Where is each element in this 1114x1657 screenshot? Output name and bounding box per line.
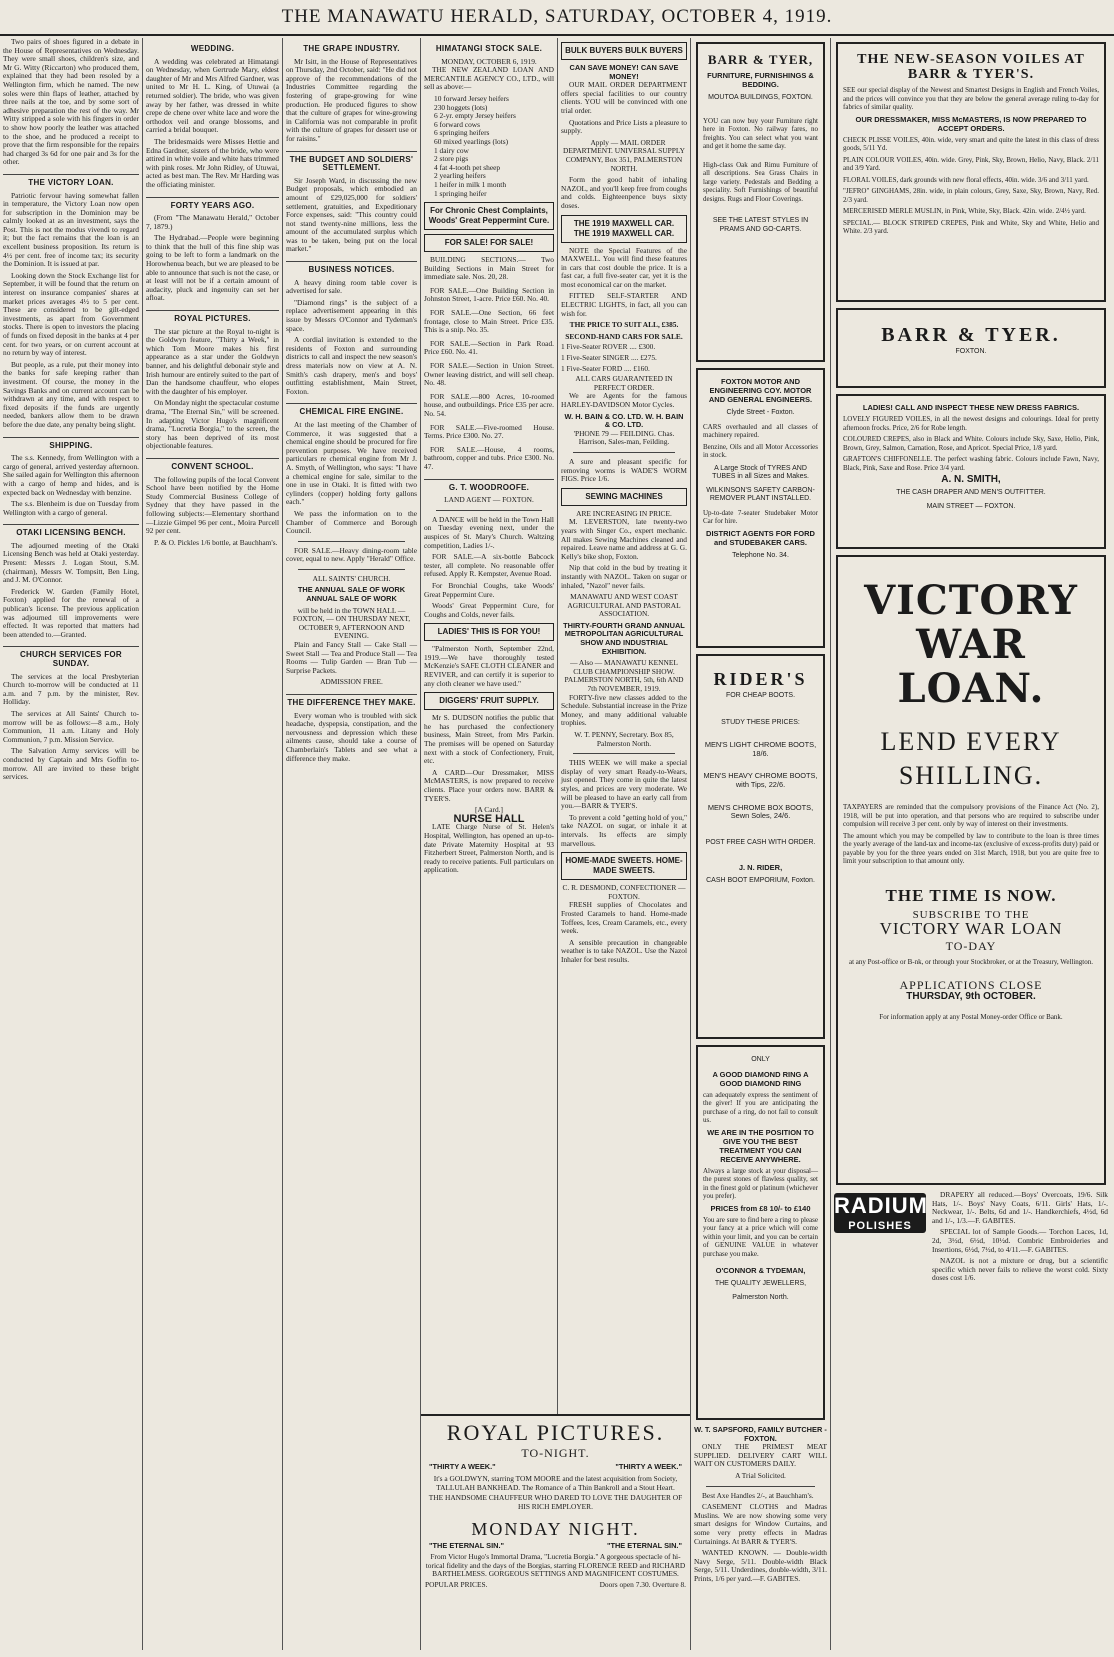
- subscribe-to: SUBSCRIBE TO THE: [912, 908, 1030, 921]
- sweets-header: HOME-MADE SWEETS. HOME-MADE SWEETS.: [561, 852, 687, 880]
- radium-ad: [834, 1191, 926, 1286]
- divider: [298, 541, 405, 542]
- diamond-body: can adequately express the sentiment of the giver! If you are anticipating the purchase of a ring, do not fail to consult us.: [703, 1090, 818, 1125]
- woods-ad: Woods' Great Peppermint Cure, for Coughs and Colds, never fails.: [424, 601, 554, 619]
- foxton-motor-agents: DISTRICT AGENTS FOR FORD and STUDEBAKER CARS.: [706, 528, 815, 547]
- ladies-header: LADIES' THIS IS FOR YOU!: [424, 623, 554, 641]
- sale-of-work-admission: ADMISSION FREE.: [320, 677, 383, 687]
- kennel-text: — Also — MANAWATU KENNEL CLUB CHAMPIONSHIP SHOW.: [570, 658, 678, 676]
- column-7: [831, 38, 1114, 1650]
- film-title: "THIRTY A WEEK.": [615, 1462, 682, 1471]
- show-text: FORTY-five new classes added to the Schedule. Substantial increase in the Prize Money, and many additional valuable trophies.: [561, 692, 687, 728]
- stock-item: 6 forward cows: [434, 119, 480, 129]
- oconnor-name: O'CONNOR & TYDEMAN,: [715, 1266, 806, 1276]
- special-ad: SPECIAL lot of Sample Goods.— Torchon Laces, 1d, 2d, 3½d, 6½d, 10½d. Combric Embroideries and Insertions, 6½d, 7½d, to 4/11.—F. GABITES.: [932, 1227, 1108, 1254]
- casement-ad: CASEMENT CLOTHS and Madras Muslins. We are now showing some very smart designs for Window Curtains, and some very pretty effects in Madras Curtainings. At BARR & TYER'S.: [694, 1502, 827, 1546]
- article-text: The services at the local Presbyterian Church to-morrow will be conducted at 11 a.m. and 7 p.m. by the minister, Rev. Holliday.: [3, 671, 139, 707]
- bulk-buyers-header: BULK BUYERS BULK BUYERS: [561, 42, 687, 60]
- divider: [436, 510, 542, 511]
- riders-post: POST FREE CASH WITH ORDER.: [705, 838, 816, 846]
- sale-item: FOR SALE.—One Building Section in Johnston Street, 1-acre. Price £60. No. 40.: [424, 285, 554, 304]
- column-4: [421, 38, 557, 1038]
- nurse-ad: LATE Charge Nurse of St. Helen's Hospital, Wellington, has opened an up-to-date Private Maternity Hospital at 93 Fitzherbert Street, Palmerston North, and is ready to receive patients. Full particulars on application.: [424, 822, 554, 875]
- divider: [573, 753, 675, 754]
- nip-ad: Nip that cold in the bud by treating it instantly with NAZOL. Taken on sugar or inhaled, "Nazol" never fails.: [561, 563, 687, 590]
- article-text: Mr Isitt, in the House of Representatives on Thursday, 2nd October, said: "He did not approve of the recommendations of the Industries Committee regarding the fostering of grape-growing for wine production. He produced figures to show that the culture of grapes for wine-growing in California was not comparable in profit with the culture of grapes for dessert use or for raisins.": [286, 56, 417, 143]
- article-text: But people, as a rule, put their money into the banks for safe keeping rather than investment. Of course, the money in the Savings Banks and on current account can be withdrawn at any time, and with respect to fixed deposits if the funds are urgently needed, bankers allow them to be drawn before the due date, any penalty being slight.: [3, 359, 139, 429]
- article-text: The s.s. Blenheim is due on Tuesday from Wellington with a cargo of general.: [3, 499, 139, 517]
- headline-wedding: WEDDING.: [190, 44, 235, 53]
- voiles-title: THE NEW-SEASON VOILES AT BARR & TYER'S.: [857, 52, 1085, 82]
- article-text: On Monday night the spectacular costume drama, "The Eternal Sin," will be screened. In adapting Victor Hugo's magnificent drama, "Lucretia Borgia," to the screen, the story has been deprived of its most objectionable features.: [146, 398, 279, 451]
- stock-item: 230 hoggets (lots): [434, 102, 488, 112]
- sewing-text: M. LEVERSTON, late twenty-two years with Singer Co., expert mechanic. All makes Sewing Machines cleaned and repaired. Leave name and address at G. G. Kelly's bike shop, Foxton.: [561, 517, 687, 561]
- save-money-header: CAN SAVE MONEY! CAN SAVE MONEY!: [569, 63, 679, 81]
- nazol-ad: Form the good habit of inhaling NAZOL, and you'll keep free from coughs and colds. Eighteenpence buys sixty doses.: [561, 175, 687, 210]
- sale-item: FOR SALE.—Five-roomed House. Terms. Price £300. No. 27.: [424, 422, 554, 441]
- classified-ad: FOR SALE.—Heavy dining-room table cover, equal to new. Apply "Herald" Office.: [286, 545, 417, 564]
- diamond-fine: You are sure to find here a ring to please your fancy at a price which will come within your limit, and you can be certain of GENUINE VALUE in whatever purchase you make.: [703, 1215, 818, 1258]
- riders-name: J. N. RIDER,: [738, 863, 783, 873]
- harley-text: We are Agents for the famous HARLEY-DAVIDSON Motor Cycles.: [561, 391, 687, 409]
- barr-tyer-name: BARR & TYER,: [707, 52, 814, 67]
- bain-name: W. H. BAIN & CO. LTD. W. H. BAIN & CO. LTD.: [564, 411, 684, 430]
- masthead: [0, 0, 1114, 36]
- for-sale-header: FOR SALE! FOR SALE!: [424, 234, 554, 252]
- stock-item: 10 forward Jersey heifers: [434, 93, 509, 103]
- foxton-motor-wilkinson: WILKINSON'S SAFETY CARBON-REMOVER PLANT INSTALLED.: [706, 486, 815, 503]
- article-text: At the last meeting of the Chamber of Commerce, it was suggested that a chemical engine should be procured for fire prevention purposes. We have received particulars re chemical engine from Mr J. A. Smyth, of Wellington, who says: "I have a chemical engine for sale, similar to the one in use in Otaki. It is fitted with two cylinders (copper) holding forty gallons each.": [286, 419, 417, 507]
- column-2: [143, 38, 282, 1650]
- sweets-text: FRESH supplies of Chocolates and Frosted Caramels to hand. Home-made Toffees, Ices, Cream Caramels, etc., every week.: [561, 900, 687, 936]
- bulk-text: Quotations and Price Lists a pleasure to supply.: [561, 117, 687, 136]
- barr-tyer-big: BARR & TYER.: [881, 324, 1061, 346]
- today: TO-DAY: [945, 938, 997, 953]
- second-hand-header: SECOND-HAND CARS FOR SALE.: [565, 331, 683, 341]
- where-subscribe: at any Post-office or B-nk, or through your Stockbroker, or at the Treasury, Wellington.: [849, 958, 1093, 967]
- ladies-list: [843, 415, 1099, 472]
- sale-item: FOR SALE.—800 Acres, 10-roomed house, and outbuildings. Price £35 per acre. No. 54.: [424, 391, 554, 418]
- diamond-position: WE ARE IN THE POSITION TO GIVE YOU THE BEST TREATMENT YOU CAN RECEIVE ANYWHERE.: [707, 1127, 814, 1164]
- bronchial-ad: For Bronchial Coughs, take Woods' Great Peppermint Cure.: [424, 580, 554, 599]
- maxwell-price: THE PRICE TO SUIT ALL, £385.: [569, 320, 679, 330]
- article-text: The star picture at the Royal to-night is the Goldwyn feature, "Thirty a Week," in which Tom Moore makes his first appearance as a star under the Goldwyn banner, and his delightful debonair style and Irish humour are entirely suited to the part of Dan the handsome chauffeur, who elopes with the daughter of his employer.: [146, 326, 279, 396]
- wanted-ad: WANTED KNOWN. — Double-width Navy Serge, 5/11. Double-width Black Serge, 5/11. Underdines, double-width, 3/11. Prints, 1/6 per yard.—F. GABITES.: [694, 1548, 827, 1583]
- bulk-text: OUR MAIL ORDER DEPARTMENT offers special facilities to our country clients. YOU will be convinced with one trial order.: [561, 80, 687, 115]
- boot-price-item: MEN'S LIGHT CHROME BOOTS, 18/6.: [704, 740, 817, 758]
- stock-item: 4 fat 4-tooth pet sheep: [434, 162, 501, 172]
- nurse-head: NURSE HALL: [453, 812, 525, 825]
- nazol-ad: NAZOL is not a mixture or drug, but a scientific specific which never fails to relieve the worst cold. Sixty doses cost 1/6.: [932, 1256, 1108, 1283]
- barr-tyer-banner: [836, 308, 1106, 388]
- film-desc: From Victor Hugo's Immortal Drama, "Lucretia Borgia." A gorgeous spectacle of hi-torical fidelity and the days of the Borgias, starring FLORENCE REED and RICHARD BARTHELMESS. GORGEOUS SETTINGS AND MAGNIFICENT COSTUMES.: [425, 1551, 686, 1579]
- film-title: "THIRTY A WEEK.": [429, 1462, 496, 1471]
- sale-item: BUILDING SECTIONS.— Two Building Sections in Main Street for immediate sale. Nos. 20, 28.: [424, 255, 554, 282]
- smith-name: A. N. SMITH,: [941, 474, 1001, 485]
- riders-title: RIDER'S: [713, 669, 808, 689]
- polishes-word: POLISHES: [848, 1220, 912, 1232]
- land-agent-sub: LAND AGENT — FOXTON.: [444, 495, 534, 505]
- show-dates: PALMERSTON NORTH, 5th, 6th AND 7th NOVEMBER, 1919.: [564, 675, 684, 694]
- foxton-motor-head: FOXTON MOTOR AND ENGINEERING COY. MOTOR AND GENERAL ENGINEERS.: [708, 377, 813, 404]
- bulk-apply: Apply — MAIL ORDER DEPARTMENT. UNIVERSAL SUPPLY COMPANY, Box 351, PALMERSTON NORTH.: [563, 137, 685, 173]
- stock-sale-date: MONDAY, OCTOBER 6, 1919.: [441, 56, 537, 66]
- royal-doors: Doors open 7.30. Overture 8.: [599, 1580, 686, 1590]
- voile-item: MERCERISED MERLE MUSLIN, in Pink, White, Sky, Black. 42in. wide. 2/4½ yard.: [843, 207, 1086, 215]
- inhaler-ad: A sensible precaution in changeable weather is to take NAZOL. Use the Nazol Inhaler for best results.: [561, 937, 687, 964]
- smith-addr: MAIN STREET — FOXTON.: [926, 502, 1016, 510]
- sale-item: FOR SALE.—Section in Park Road. Price £60. No. 41.: [424, 338, 554, 357]
- article-text: "Diamond rings" is the subject of a replace advertisement appearing in this issue by Messrs O'Connor and Tydeman's space.: [286, 297, 417, 333]
- show-secretary: W. T. PENNY, Secretary. Box 85, Palmerston North.: [574, 730, 674, 748]
- applications-close-date: THURSDAY, 9th OCTOBER.: [906, 991, 1036, 1003]
- article-text: Two pairs of shoes figured in a debate in the House of Representatives on Wednesday. They were small shoes, children's size, and Mr G. Witty (Riccarton) who produced them, explained that they had been resoled by a Wellington firm, which he named. The new soles were thin flaps of leather, attached by three nails at the toe, and by some sort of adhesive preparation the rest of the way. Mr Witty stripped a sole with his fingers in order to show how poorly the leather was attached to the shoe, and he produced a receipt to prove that the firm responsible for the repairs had charged 3s 6d for one pair and 3s for the other.: [3, 38, 139, 167]
- film-title: "THE ETERNAL SIN.": [429, 1540, 505, 1550]
- taxpayers-text: The amount which you may be compelled by law to contribute to the loan is three times the yearly average of the land-tax and income-tax (exclusive of excess-profits duty) paid or payable by you for the three years ended on 31st March, 1918, but you are quite free to limit your subscription to that amount only.: [843, 831, 1099, 865]
- headline-forty-years-ago: FORTY YEARS AGO.: [146, 197, 279, 211]
- victory-loan-ad: [836, 555, 1106, 1185]
- applications-close: APPLICATIONS CLOSE: [899, 977, 1043, 992]
- headline-grape-industry: THE GRAPE INDUSTRY.: [303, 44, 400, 53]
- boot-list: [703, 741, 818, 821]
- masthead-title: THE MANAWATU HERALD, SATURDAY, OCTOBER 4, 1919.: [281, 6, 833, 27]
- dance-ad: A DANCE will be held in the Town Hall on Tuesday evening next, under the auspices of St. Mary's Church. Waltzing competition, Ladies 1/-.: [424, 514, 554, 550]
- diamond-ring-ad: [696, 1045, 825, 1420]
- riders-ad: [696, 654, 825, 1039]
- article-text: Frederick W. Garden (Family Hotel, Foxton) applied for the renewal of a publican's license. The previous application was adjourned till improvements were effected. It was reported that matters had been attended to.—Granted.: [3, 586, 139, 639]
- show-header: THIRTY-FOURTH GRAND ANNUAL METROPOLITAN AGRICULTURAL SHOW AND INDUSTRIAL EXHIBITION.: [563, 620, 685, 656]
- info-text: For information apply at any Postal Money-order Office or Bank.: [879, 1013, 1063, 1022]
- diamond-only: ONLY: [751, 1056, 770, 1063]
- divider: [573, 452, 675, 453]
- riders-study: STUDY THESE PRICES:: [721, 718, 800, 726]
- sale-of-work-items: Plain and Fancy Stall — Cake Stall — Sweet Stall — Tea and Produce Stall — Tea Rooms — Tulip Garden — Bran Tub — Surprise Packets.: [286, 640, 417, 675]
- car-item: 1 Five-Seater FORD .... £160.: [561, 363, 650, 373]
- fabric-item: LOVELY FIGURED VOILES, in all the newest designs and colourings. Ideal for pretty afternoon frocks. Price, 2/6 for Robe length.: [843, 415, 1099, 432]
- desmond-name: C. R. DESMOND, CONFECTIONER — FOXTON.: [562, 883, 686, 901]
- film-title: "THE ETERNAL SIN.": [606, 1540, 682, 1550]
- article-text: The bridesmaids were Misses Hettie and Edna Gardner, sisters of the bride, who were attired in white voile and white hats trimmed with pink roses. Mr John Ridley, of Utuwai, acted as best man. The Rev. Mr Harding was the officiating minister.: [146, 136, 279, 189]
- bottom-ads: [834, 1191, 1108, 1286]
- article-text: Every woman who is troubled with sick headache, dyspepsia, constipation, and the nervousness and depression which these ailments cause, should take a course of Chamberlain's Tablets and see what a difference they make.: [286, 710, 417, 763]
- film-desc: THE HANDSOME CHAUFFEUR WHO DARED TO LOVE THE DAUGHTER OF HIS RICH EMPLOYER.: [428, 1493, 683, 1512]
- foxton-motor-body: Benzine, Oils and all Motor Accessories in stock.: [703, 442, 818, 460]
- sapsford-body: ONLY THE PRIMEST MEAT SUPPLIED. DELIVERY CART WILL WAIT ON CUSTOMERS DAILY.: [694, 1442, 827, 1469]
- foxton-motor-tyres: A Large Stock of TYRES AND TUBES in all Sizes and Makes.: [712, 464, 809, 481]
- sale-of-work-body: will be held in the TOWN HALL — FOXTON, — ON THURSDAY NEXT, OCTOBER 9, AFTERNOON AND EVENING.: [292, 605, 411, 641]
- barr-tyer-body: High-class Oak and Rimu Furniture of all descriptions. Sea Grass Chairs in large variety. Pedestals and Bedding a speciality. Soft Furnishings of beautiful designs. Rugs and Floor Coverings.: [703, 160, 818, 203]
- foxton-motor-ad: [696, 368, 825, 648]
- article-text: Patriotic fervour having somewhat fallen in temperature, the Victory Loan now open for subscription in the Dominion may be calmly looked at as an investment, says the Post. This is not the modus vivendi to regard it; but the fact remains that the loan is an excellent business proposition. Its return is 4½ per cent. free of income tax; its security the Dominion. It is issued at par.: [3, 190, 139, 269]
- stock-item: 6 springing heifers: [434, 128, 490, 138]
- ladies-ad: "Palmerston North, September 22nd, 1919.—We have thoroughly tested McKenzie's SAFE CLOTH CLEANER and REVIVER, and can certify it is superior to any cloth cleaner we have used.": [424, 644, 554, 688]
- sale-item: FOR SALE.—One Section, 66 feet frontage, close to Main Street. Price £35. This is a snip. No. 35.: [424, 308, 554, 335]
- cars-guarantee: ALL CARS GUARANTEED IN PERFECT ORDER.: [575, 374, 673, 392]
- column-1: [0, 38, 142, 1650]
- barr-tyer-addr: MOUTOA BUILDINGS, FOXTON.: [708, 94, 813, 101]
- stock-item: 6 2-yr. empty Jersey heifers: [434, 111, 516, 121]
- fabric-item: COLOURED CREPES, also in Black and White. Colours include Sky, Saxe, Helio, Pink, Brown, Grey, Salmon, Carnation, Rose, and Apricot. Special Price, 1/8 yard.: [843, 435, 1099, 452]
- radium-word: RADIUM: [834, 1193, 928, 1218]
- stock-list: [424, 95, 554, 198]
- stock-item: 1 springing heifer: [434, 188, 487, 198]
- divider: [298, 569, 405, 570]
- sapsford-trial: A Trial Solicited.: [735, 1470, 786, 1480]
- axe-ad: Best Axe Handles 2/-, at Bauchham's.: [702, 1490, 814, 1500]
- radium-logo: [834, 1193, 926, 1233]
- war-loan-word: WAR LOAN.: [897, 621, 1045, 712]
- lend-every: LEND EVERY: [880, 727, 1062, 756]
- article-text: A heavy dining room table cover is advertised for sale.: [286, 277, 417, 296]
- sewing-header: SEWING MACHINES: [561, 488, 687, 506]
- article-text: The following pupils of the local Convent School have been notified by the Home Study Commercial Business College of Sydney that they have passed in the following subjects:—Elementary shorthand—Lizzie Gimpel 96 per cent., Moira Purcell 92 per cent.: [146, 474, 279, 536]
- nurse-tag: [A Card.]: [475, 805, 503, 815]
- smith-ad: [836, 394, 1106, 549]
- victory-word: VICTORY: [864, 577, 1078, 624]
- oconnor-sub: THE QUALITY JEWELLERS,: [714, 1280, 807, 1288]
- maxwell-text: NOTE the Special Features of the MAXWELL. You will find these features in cars that cost double the price. It is a fast car, a full five-seater car, yet it is the most economical car on the market.: [561, 245, 687, 289]
- article-text: A cordial invitation is extended to the residents of Foxton and surrounding districts to call and inspect the new season's dress materials now on view at A. N. Smith's cash drapery, men's and boys' outfitting establishment, Main Street, Foxton.: [286, 335, 417, 396]
- car-list: [561, 343, 687, 373]
- sale-item: FOR SALE.—Section in Union Street. Owner leaving district, and will sell cheap. No. 48.: [424, 361, 554, 388]
- maxwell-header: THE 1919 MAXWELL CAR. THE 1919 MAXWELL CAR.: [561, 215, 687, 243]
- headline-budget: THE BUDGET AND SOLDIERS' SETTLEMENT.: [286, 151, 417, 173]
- royal-title: ROYAL PICTURES.: [446, 1420, 665, 1445]
- royal-pictures-ad: [421, 1414, 690, 1650]
- article-text: The services at All Saints' Church to-morrow will be as follows:—8 a.m., Holy Communion, 11 a.m. Litany and Holy Communion, 7 p.m. Mission Service.: [3, 708, 139, 744]
- victory-war-loan: VICTORY WAR LOAN: [879, 919, 1063, 939]
- sapsford-name: W. T. SAPSFORD, FAMILY BUTCHER - FOXTON.: [694, 1425, 827, 1443]
- headline-royal-pictures: ROYAL PICTURES.: [146, 310, 279, 324]
- headline-difference: THE DIFFERENCE THEY MAKE.: [286, 694, 417, 708]
- car-item: 1 Five-Seater ROVER .... £300.: [561, 342, 656, 352]
- barr-tyer-furniture-ad: [696, 42, 825, 362]
- card-ad: A CARD—Our Dressmaker, MISS McMASTERS, is now prepared to receive clients. Place your orders now. BARR & TYER'S.: [424, 767, 554, 803]
- boot-price-item: MEN'S CHROME BOX BOOTS, Sewn Soles, 24/6.: [707, 802, 814, 821]
- diggers-header: DIGGERS' FRUIT SUPPLY.: [424, 692, 554, 710]
- voile-item: SPECIAL.— BLOCK STRIPED CREPES, Pink and White, Sky and White, Helio and White. 2/3 yard.: [843, 218, 1099, 235]
- stock-item: 2 store pigs: [434, 154, 469, 164]
- article-text: P. & O. Pickles 1/6 bottle, at Bauchham's.: [154, 537, 278, 547]
- fabric-item: GRAFTON'S CHIFFONELLE. The perfect washing fabric. Colours include Fawn, Navy, Black, Pink, Saxe and Rose. Price 3/4 yard.: [843, 455, 1099, 472]
- stock-item: 60 mixed yearlings (lots): [434, 136, 509, 146]
- headline-victory-loan: THE VICTORY LOAN.: [3, 174, 139, 188]
- voiles-list: [843, 136, 1099, 236]
- riders-emp: CASH BOOT EMPORIUM, Foxton.: [706, 877, 815, 885]
- drapery-ad: DRAPERY all reduced.—Boys' Overcoats, 19/6. Silk Hats, 1/-. Boys' Navy Coats, 6/11. Girls' Hats, 1/-. Neckwear, 1/-. Belts, 6d and 1/-. Handkerchiefs, 4½d, 6d and 1/-, 1/3.—F. GABITES.: [932, 1190, 1108, 1225]
- foxton-motor-body: CARS overhauled and all classes of machinery repaired.: [703, 422, 818, 440]
- headline-church-services: CHURCH SERVICES FOR SUNDAY.: [3, 646, 139, 668]
- diamond-stock: Always a large stock at your disposal—the purest stones of flawless quality, set in the finest gold or platinum (whichever you prefer).: [703, 1166, 818, 1201]
- column-6: [691, 38, 830, 1650]
- land-agent-name: G. T. WOODROOFE.: [424, 479, 554, 493]
- article-text: Sir Joseph Ward, in discussing the new Budget proposals, which embodied an amount of £29,025,000 for soldiers' settlement, gratuities, and Expeditionary Force expenses, said: "This country could not stand twenty-nine millions, less the amount of the accumulated surplus which was to be taken, being put on the local market.": [286, 175, 417, 254]
- sewing-sub: ARE INCREASING IN PRICE.: [576, 508, 672, 518]
- barr-tyer-foxton: FOXTON.: [955, 348, 987, 355]
- barr-tyer-foot: SEE THE LATEST STYLES IN PRAMS AND GO-CARTS.: [712, 217, 809, 233]
- monday-night: MONDAY NIGHT.: [471, 1518, 640, 1539]
- article-text: The Salvation Army services will be conducted by Captain and Mrs Goffin to-morrow. All are invited to these bright services.: [3, 746, 139, 782]
- church-ad-title: ALL SAINTS' CHURCH.: [312, 573, 391, 583]
- divider: [706, 1486, 815, 1487]
- article-text: (From "The Manawatu Herald," October 7, 1879.): [146, 213, 279, 231]
- boot-price-item: MEN'S HEAVY CHROME BOOTS, with Tips, 22/6.: [703, 771, 818, 789]
- stock-sale-title: HIMATANGI STOCK SALE.: [435, 44, 543, 53]
- car-item: 1 Five-Seater SINGER .... £275.: [561, 353, 657, 363]
- article-text: We pass the information on to the Chamber of Commerce and Borough Council.: [286, 508, 417, 536]
- article-text: The s.s. Kennedy, from Wellington with a cargo of general, arrived yesterday afternoon. She sailed again for Wellington this afternoon with a cargo of hemp and hides, and is expected back on Wednesday with benzine.: [3, 453, 139, 497]
- maxwell-text: FITTED SELF-STARTER AND ELECTRIC LIGHTS, in fact, all you can wish for.: [561, 291, 687, 318]
- headline-convent-school: CONVENT SCHOOL.: [146, 458, 279, 472]
- voile-item: PLAIN COLOUR VOILES, 40in. wide. Grey, Pink, Sky, Brown, Helio, Navy, Black. 2/11 and 3/9 Yard.: [843, 155, 1099, 172]
- gabites-ads: [932, 1191, 1108, 1286]
- film-desc: It's a GOLDWYN, starring TOM MOORE and the latest acquisition from Society, TALLULAH BANKHEAD. The Romance of a Thin Bankroll and a Stout Heart.: [433, 1473, 678, 1492]
- ladies-fabrics-head: LADIES! CALL AND INSPECT THESE NEW DRESS FABRICS.: [862, 403, 1080, 412]
- article-text: Looking down the Stock Exchange list for September, it will be found that the return on interest on insurance companies' shares at market prices averages 4½ to 5 per cent. These are considered to be gilt-edged investments, as apart from Government stocks. There is open to investors the placing of funds on fixed deposit in the banks at 4 per cent. for two years, or on current account at no return by way of interest.: [3, 270, 139, 358]
- column-3: [283, 38, 420, 1650]
- foxton-motor-stude: Up-to-date 7-seater Studebaker Motor Car for hire.: [703, 508, 818, 526]
- headline-chemical-fire-engine: CHEMICAL FIRE ENGINE.: [286, 403, 417, 417]
- article-text: A wedding was celebrated at Himatangi on Wednesday, when Gertrude Mary, eldest daughter of Mr and Mrs Alfred Gardner, was united to Mr H. L. King, of Utuwai (a returned soldier). The bride, who was given away by her father, was dressed in white crepe de chene over white lace and wore the orthodox veil and orange blossoms, and carried a bridal bouquet.: [146, 56, 279, 135]
- diamond-head: A GOOD DIAMOND RING A GOOD DIAMOND RING: [712, 1069, 809, 1088]
- voiles-intro: SEE our special display of the Newest and Smartest Designs in English and French Voiles, and the prices will convince you that they are below the general average ruling to-day for fabrics of similar quality.: [843, 86, 1099, 111]
- voile-item: FLORAL VOILES, dark grounds with new floral effects, 40in. wide. 3/6 and 3/11 yard.: [843, 175, 1089, 184]
- headline-business-notices: BUSINESS NOTICES.: [286, 261, 417, 275]
- smith-sub: THE CASH DRAPER AND MEN'S OUTFITTER.: [896, 489, 1046, 496]
- diggers-ad: Mr S. DUDSON notifies the public that he has purchased the confectionery business, Main Street, from Mrs Parkin. The premises will be opened on Saturday next with a stock of Confectionery, Fruit, etc.: [424, 713, 554, 766]
- stock-item: 1 dairy cow: [434, 145, 469, 155]
- royal-when: TO-NIGHT.: [521, 1446, 590, 1460]
- headline-shipping: SHIPPING.: [3, 437, 139, 451]
- voile-item: CHECK PLISSE VOILES, 40in. wide, very smart and quite the latest in this class of dress goods, 5/11 Yd.: [843, 135, 1099, 152]
- foxton-motor-phone: Telephone No. 34.: [732, 551, 789, 559]
- riders-sub: FOR CHEAP BOOTS.: [725, 692, 796, 699]
- chest-ad: For Chronic Chest Complaints, Woods' Great Peppermint Cure.: [424, 202, 554, 230]
- barr-tyer-sub: FURNITURE, FURNISHINGS & BEDDING.: [707, 71, 814, 89]
- tester-ad: FOR SALE.—A six-bottle Babcock tester, all complete. No reasonable offer refused. Apply R. Kempster, Avenue Road.: [424, 552, 554, 579]
- stock-item: 2 yearling heifers: [434, 171, 486, 181]
- dressmaker-notice: OUR DRESSMAKER, MISS McMASTERS, IS NOW PREPARED TO ACCEPT ORDERS.: [855, 114, 1087, 133]
- barr-tyer-body: YOU can now buy your Furniture right here in Foxton. No railway fares, no freights. You can select what you want and get it home the same day.: [703, 116, 818, 151]
- manawatu-assoc: MANAWATU AND WEST COAST AGRICULTURAL AND PASTORAL ASSOCIATION.: [567, 592, 681, 619]
- foxton-motor-addr: Clyde Street - Foxton.: [726, 409, 795, 416]
- wade-ad: A sure and pleasant specific for removing worms is WADE'S WORM FIGS. Price 1/6.: [561, 456, 687, 484]
- voile-item: "JEFRO" GINGHAMS, 28in. wide, in plain colours, Grey, Saxe, Sky, Brown, Navy, Red. 2/3 yard.: [843, 187, 1099, 204]
- article-text: The adjourned meeting of the Otaki Licensing Bench was held at Otaki yesterday. Present: Messrs J. Logan Stout, S.M. (chairman), Messrs W. Tompsitt, Ben Ling, and J. M. O'Connor.: [3, 540, 139, 585]
- voiles-ad: [836, 42, 1106, 302]
- time-is-now: THE TIME IS NOW.: [885, 885, 1057, 905]
- stock-item: 1 heifer in milk 1 month: [434, 179, 507, 189]
- headline-otaki-licensing: OTAKI LICENSING BENCH.: [3, 524, 139, 538]
- this-week-ad: THIS WEEK we will make a special display of very smart Ready-to-Wears, just opened. They come in quite the latest styles, and prices are very moderate. We will be pleased to have an early call from you.—BARR & TYER'S.: [561, 758, 687, 811]
- bain-sub: 'PHONE 79 — FEILDING. Chas. Harrison, Sales-man, Feilding.: [573, 428, 675, 447]
- taxpayers-text: TAXPAYERS are reminded that the compulsory provisions of the Finance Act (No. 2), 1918, will be put into operation, and that persons who are required to subscribe under compulsion will receive 3 per cent. only by way of interest on their investments.: [843, 803, 1099, 828]
- prevent-ad: To prevent a cold "getting hold of you," take NAZOL on sugar, or inhale it at intervals. Its effects are simply marvellous.: [561, 812, 687, 848]
- sale-list: [424, 256, 554, 471]
- diamond-prices: PRICES from £8 10/- to £140: [710, 1203, 811, 1213]
- oconnor-addr: Palmerston North.: [732, 1293, 789, 1301]
- sale-item: FOR SALE.—House, 4 rooms, bathroom, copper and tubs. Price £300. No. 47.: [424, 444, 554, 471]
- article-text: The Hydrabad.—People were beginning to think that the hull of this fine ship was going to be left to form a landmark on the Horowhenua beach, but we are pleased to be able to announce that such is not the case, or at least will not be if a certain amount of audacity, pluck and ingenuity can set her afloat.: [146, 233, 279, 303]
- stock-sale-firm: THE NEW ZEALAND LOAN AND MERCANTILE AGENCY CO., LTD., will sell as above:—: [424, 65, 554, 92]
- column-5: [558, 38, 690, 1038]
- royal-prices: POPULAR PRICES.: [425, 1580, 488, 1590]
- shilling: SHILLING.: [898, 761, 1044, 790]
- sale-of-work-title: THE ANNUAL SALE OF WORK ANNUAL SALE OF WORK: [297, 585, 406, 604]
